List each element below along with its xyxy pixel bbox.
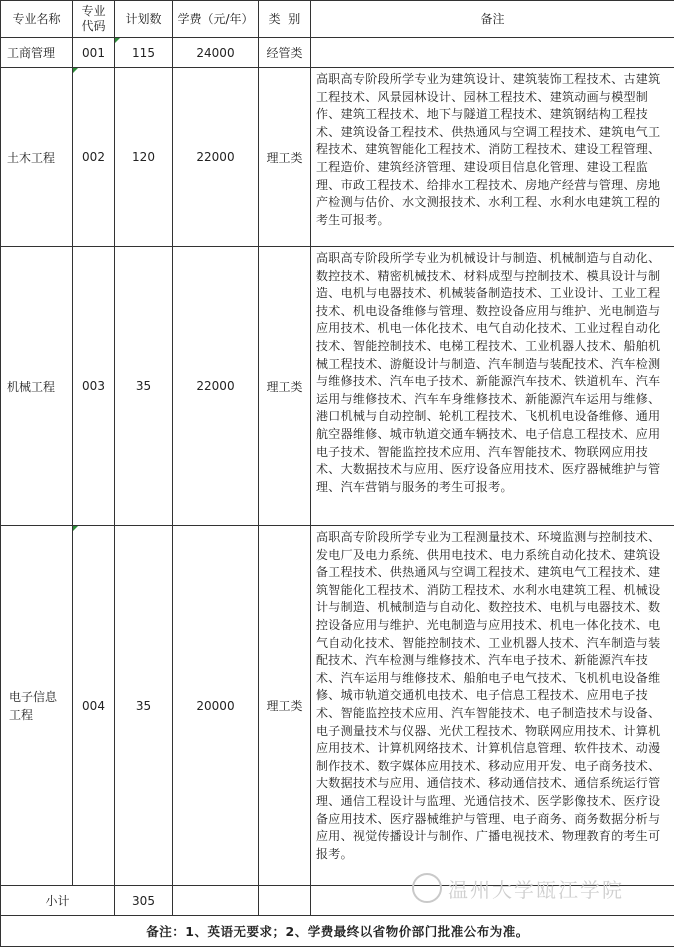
plan-count-cell [115,38,173,68]
tuition-cell: 22000 [173,247,259,526]
table-row [1,68,674,247]
plan-count-cell: 120 [115,68,173,247]
subtotal-empty-cell [173,886,259,916]
major-code-cell [73,526,115,886]
major-code-cell [73,68,115,247]
category-cell: 理工类 [259,68,311,247]
tuition-cell: 24000 [173,38,259,68]
header-row [1,1,674,38]
tuition-cell: 22000 [173,68,259,247]
footnote-row [1,916,674,947]
plan-count-cell: 35 [115,526,173,886]
header-major-name: 专业名称 [1,1,73,38]
major-code-cell: 001 [73,38,115,68]
category-cell: 理工类 [259,247,311,526]
remark-cell: 高职高专阶段所学专业为建筑设计、建筑装饰工程技术、古建筑工程技术、风景园林设计、园林工程技术、建筑动画与模型制作、建筑工程技术、地下与隧道工程技术、建筑钢结构工程技术、建筑设备工程技术、供热通风与空调工程技术、建筑电气工程技术、建筑智能化工程技术、消防工程技术、建设工程管理、工程造价、建筑经济管理、建设项目信息化管理、建设工程监理、市政工程技术、给排水工程技术、房地产经营与管理、房地产检测与估价、水文测报技术、水利工程、水利水电建筑工程的考生可报考。 [311,68,674,247]
corner-mark-icon [73,68,78,73]
header-plan-count: 计划数 [115,1,173,38]
major-code-cell: 003 [73,247,115,526]
remark-cell: 高职高专阶段所学专业为工程测量技术、环境监测与控制技术、发电厂及电力系统、供用电技术、电力系统自动化技术、建筑设备工程技术、供热通风与空调工程技术、建筑电气工程技术、建筑智能化工程技术、消防工程技术、水利水电建筑工程、机械设计与制造、机械制造与自动化、数控技术、电机与电器技术、数控设备应用与维护、光电制造与应用技术、机电一体化技术、电气自动化技术、智能控制技术、工业机器人技术、汽车制造与装配技术、汽车检测与维修技术、汽车电子技术、新能源汽车技术、汽车运用与维修技术、船舶电子电气技术、飞机机电设备维修、城市轨道交通机电技术、电子信息工程技术、应用电子技术、智能监控技术应用、汽车智能技术、电子制造技术与设备、电子测量技术与仪器、光伏工程技术、物联网应用技术、计算机应用技术、计算机网络技术、计算机信息管理、软件技术、动漫制作技术、数字媒体应用技术、移动应用开发、电子商务技术、大数据技术与应用、通信技术、移动通信技术、通信系统运行管理、通信工程设计与监理、光通信技术、医学影像技术、医疗设备应用技术、医疗器械维护与管理、电子商务、商务数据分析与应用、视觉传播设计与制作、广播电视技术、物理教育的考生可报考。 [311,526,674,886]
remark-cell [311,38,674,68]
major-name-cell: 电子信息 工程 [1,526,73,886]
major-code-value: 004 [82,699,105,713]
tuition-cell: 20000 [173,526,259,886]
corner-mark-icon [115,38,120,43]
major-name-cell: 机械工程 [1,247,73,526]
header-tuition: 学费（元/年） [173,1,259,38]
plan-count-value: 115 [132,46,155,60]
watermark-text: 温州大学瓯江学院 [448,874,624,903]
major-name-cell: 土木工程 [1,68,73,247]
corner-mark-icon [73,526,78,531]
plan-count-cell: 35 [115,247,173,526]
table-row [1,247,674,526]
category-cell: 理工类 [259,526,311,886]
header-remark: 备注 [311,1,674,38]
university-seal-icon [412,873,442,903]
footnote-text: 备注：1、英语无要求；2、学费最终以省物价部门批准公布为准。 [1,916,674,947]
category-cell: 经管类 [259,38,311,68]
university-watermark [412,870,674,906]
header-major-code: 专业 代码 [73,1,115,38]
subtotal-empty-cell [259,886,311,916]
subtotal-plan: 305 [115,886,173,916]
header-category: 类 别 [259,1,311,38]
table-row [1,38,674,68]
major-name-cell: 工商管理 [1,38,73,68]
major-code-value: 002 [82,150,105,164]
remark-cell: 高职高专阶段所学专业为机械设计与制造、机械制造与自动化、数控技术、精密机械技术、材料成型与控制技术、模具设计与制造、电机与电器技术、机械装备制造技术、工业设计、工业工程技术、机电设备维修与管理、数控设备应用与维护、光电制造与应用技术、机电一体化技术、电气自动化技术、工业过程自动化技术、智能控制技术、电梯工程技术、工业机器人技术、船舶机械工程技术、游艇设计与制造、汽车制造与装配技术、汽车检测与维修技术、汽车电子技术、新能源汽车技术、铁道机车、汽车运用与维修技术、汽车车身维修技术、新能源汽车运用与维修、港口机械与自动控制、轮机工程技术、飞机机电设备维修、通用航空器维修、城市轨道交通车辆技术、电子信息工程技术、应用电子技术、智能监控技术应用、汽车智能技术、物联网应用技术、大数据技术与应用、医疗设备应用技术、医疗器械维护与管理、汽车营销与服务的考生可报考。 [311,247,674,526]
subtotal-label: 小计 [1,886,115,916]
table-row [1,526,674,886]
